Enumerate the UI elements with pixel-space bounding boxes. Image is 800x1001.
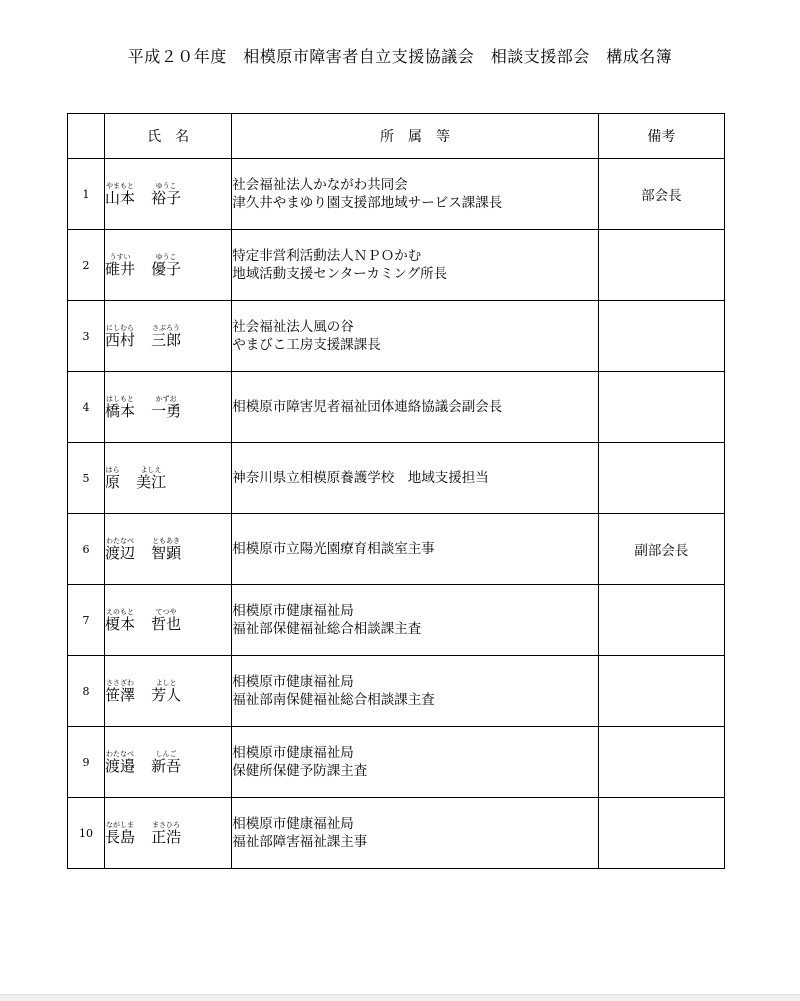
surname-ruby: やまもと — [106, 181, 135, 190]
given-name-kanji: 裕子 — [151, 188, 182, 207]
affiliation-line: 相模原市立陽光園療育相談室主事 — [232, 541, 435, 557]
surname-kanji: 榎本 — [105, 614, 136, 633]
surname-ruby: わたなべ — [106, 536, 135, 545]
surname — [105, 679, 135, 704]
affiliation-line: 津久井やまゆり園支援部地域サービス課課長 — [232, 195, 503, 211]
affiliation-line: 相模原市健康福祉局 — [232, 603, 354, 619]
surname-kanji: 碓井 — [105, 259, 136, 278]
surname-kanji: 橋本 — [105, 401, 136, 420]
note-cell — [598, 585, 724, 656]
given-name-ruby: ゆうこ — [155, 252, 177, 261]
affiliation-cell — [232, 656, 599, 727]
surname — [105, 253, 135, 278]
given-name-ruby: よしと — [155, 678, 177, 687]
member-name — [105, 372, 232, 443]
given-name-ruby: しんご — [155, 749, 177, 758]
row-number: 7 — [68, 585, 105, 656]
surname-kanji: 渡邉 — [105, 756, 136, 775]
surname-ruby: ながしま — [106, 820, 135, 829]
given-name — [151, 253, 181, 278]
header-affiliation: 所 属 等 — [232, 114, 599, 159]
surname — [105, 324, 135, 349]
table-row — [68, 301, 725, 372]
table-row — [68, 372, 725, 443]
row-number: 4 — [68, 372, 105, 443]
table-row — [68, 230, 725, 301]
affiliation-line: 福祉部南保健福祉総合相談課主査 — [232, 692, 435, 708]
given-name-kanji: 正浩 — [151, 827, 182, 846]
affiliation-cell — [232, 585, 599, 656]
member-name — [105, 230, 232, 301]
table-row — [68, 514, 725, 585]
given-name — [151, 821, 181, 846]
header-name: 氏 名 — [105, 114, 232, 159]
affiliation-line: 相模原市健康福祉局 — [232, 674, 354, 690]
table-header-row — [68, 114, 725, 159]
given-name-ruby: ともあき — [152, 536, 181, 545]
row-number: 2 — [68, 230, 105, 301]
surname — [105, 608, 135, 633]
affiliation-line: 福祉部保健福祉総合相談課主査 — [232, 621, 422, 637]
member-name — [105, 443, 232, 514]
member-name — [105, 727, 232, 798]
table-row — [68, 798, 725, 869]
row-number: 9 — [68, 727, 105, 798]
given-name-ruby: ゆうこ — [155, 181, 177, 190]
affiliation-line: 特定非営利活動法人ＮＰＯかむ — [232, 248, 422, 264]
surname — [105, 395, 135, 420]
affiliation-line: 相模原市障害児者福祉団体連絡協議会副会長 — [232, 399, 503, 415]
given-name — [151, 608, 181, 633]
member-name — [105, 301, 232, 372]
affiliation-line: 相模原市健康福祉局 — [232, 816, 354, 832]
note-cell — [598, 372, 724, 443]
affiliation-line: 福祉部障害福祉課主事 — [232, 834, 368, 850]
given-name — [151, 537, 181, 562]
surname-kanji: 山本 — [105, 188, 136, 207]
note-cell — [598, 443, 724, 514]
given-name-kanji: 美江 — [136, 472, 167, 491]
affiliation-cell — [232, 443, 599, 514]
row-number: 6 — [68, 514, 105, 585]
given-name — [151, 182, 181, 207]
affiliation-line: 地域活動支援センターカミング所長 — [232, 266, 448, 282]
table-row — [68, 585, 725, 656]
note-cell — [598, 656, 724, 727]
surname — [105, 821, 135, 846]
given-name-kanji: 芳人 — [151, 685, 182, 704]
surname-ruby: うすい — [109, 252, 131, 261]
affiliation-line: 社会福祉法人かながわ共同会 — [232, 177, 408, 193]
affiliation-line: 保健所保健予防課主査 — [232, 763, 368, 779]
given-name-ruby: かずお — [155, 394, 177, 403]
given-name — [136, 466, 166, 491]
header-number — [68, 114, 105, 159]
given-name-kanji: 智顕 — [151, 543, 182, 562]
given-name-kanji: 優子 — [151, 259, 182, 278]
given-name — [151, 679, 181, 704]
row-number: 3 — [68, 301, 105, 372]
surname-kanji: 笹澤 — [105, 685, 136, 704]
table-row — [68, 727, 725, 798]
surname — [105, 466, 120, 491]
affiliation-cell — [232, 798, 599, 869]
affiliation-cell — [232, 301, 599, 372]
surname-ruby: はら — [105, 465, 120, 474]
member-name — [105, 798, 232, 869]
row-number: 5 — [68, 443, 105, 514]
note-cell: 部会長 — [598, 159, 724, 230]
member-name — [105, 159, 232, 230]
affiliation-line: 社会福祉法人風の谷 — [232, 319, 354, 335]
note-cell — [598, 301, 724, 372]
given-name-ruby: まさひろ — [152, 820, 181, 829]
member-roster-table — [67, 113, 725, 869]
surname — [105, 537, 135, 562]
table-row — [68, 159, 725, 230]
table-row — [68, 656, 725, 727]
given-name-kanji: 新吾 — [151, 756, 182, 775]
surname-kanji: 西村 — [105, 330, 136, 349]
page-title: 平成２０年度 相模原市障害者自立支援協議会 相談支援部会 構成名簿 — [127, 47, 673, 66]
note-cell — [598, 798, 724, 869]
row-number: 1 — [68, 159, 105, 230]
given-name — [151, 324, 181, 349]
given-name-ruby: てつや — [155, 607, 177, 616]
roster-body — [68, 159, 725, 869]
affiliation-cell — [232, 514, 599, 585]
given-name-kanji: 哲也 — [151, 614, 182, 633]
given-name — [151, 750, 181, 775]
given-name-ruby: さぶろう — [152, 323, 181, 332]
given-name — [151, 395, 181, 420]
affiliation-line: 神奈川県立相模原養護学校 地域支援担当 — [232, 470, 489, 486]
affiliation-cell — [232, 159, 599, 230]
member-name — [105, 656, 232, 727]
table-row — [68, 443, 725, 514]
affiliation-cell — [232, 727, 599, 798]
member-name — [105, 585, 232, 656]
row-number: 10 — [68, 798, 105, 869]
surname-kanji: 渡辺 — [105, 543, 136, 562]
surname — [105, 182, 135, 207]
surname-ruby: わたなべ — [106, 749, 135, 758]
surname-ruby: えのもと — [106, 607, 135, 616]
given-name-kanji: 一勇 — [151, 401, 182, 420]
note-cell: 副部会長 — [598, 514, 724, 585]
surname-ruby: はしもと — [106, 394, 135, 403]
header-note: 備考 — [598, 114, 724, 159]
given-name-kanji: 三郎 — [151, 330, 182, 349]
affiliation-cell — [232, 230, 599, 301]
surname-kanji: 原 — [105, 472, 121, 491]
affiliation-cell — [232, 372, 599, 443]
surname-ruby: ささざわ — [106, 678, 135, 687]
affiliation-line: やまびこ工房支援課課長 — [232, 337, 381, 353]
surname-kanji: 長島 — [105, 827, 136, 846]
row-number: 8 — [68, 656, 105, 727]
member-name — [105, 514, 232, 585]
given-name-ruby: よしえ — [140, 465, 162, 474]
surname — [105, 750, 135, 775]
note-cell — [598, 230, 724, 301]
affiliation-line: 相模原市健康福祉局 — [232, 745, 354, 761]
note-cell — [598, 727, 724, 798]
surname-ruby: にしむら — [106, 323, 135, 332]
